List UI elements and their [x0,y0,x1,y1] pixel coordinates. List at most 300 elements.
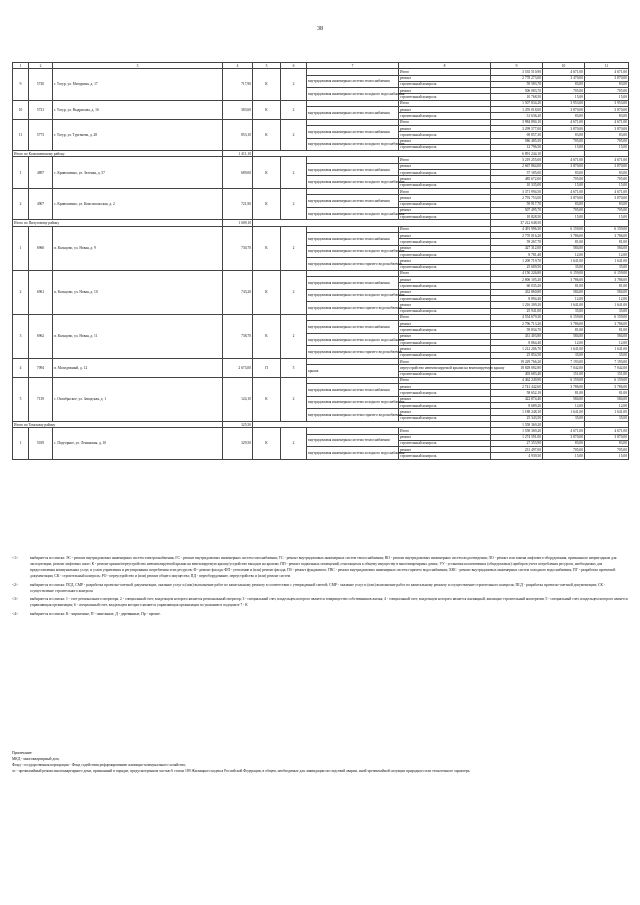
work-type: строительный контроль [399,352,491,358]
unit-cost-limit: 12,00 [585,403,629,409]
cost-total: 10 828,50 [491,214,543,220]
house-area: 383,60 [223,100,253,119]
unit-cost: 705,00 [543,447,585,453]
house-id: 5773 [29,119,53,150]
cost-total: 8 689,20 [491,403,543,409]
unit-cost-limit: 6 159,00 [585,314,629,320]
row-number: 1 [13,428,29,459]
cost-total: 59 583,70 [491,81,543,87]
cost-total: 4 150 226,80 [491,270,543,276]
district-total-sum: 6 891 244,10 [491,151,543,157]
unit-cost-limit: 35,00 [585,415,629,421]
house-area: 853,10 [223,119,253,150]
unit-cost: 15,00 [543,94,585,100]
work-type: строительный контроль [399,132,491,138]
cost-total: 2 778 273,00 [491,75,543,81]
district-total-label: Итого по Пичуговому району [13,220,223,226]
unit-cost: 15,00 [543,453,585,459]
work-type: ремонт [399,409,491,415]
engineering-system: внутридомовая инженерная система горячего водоснабжения [307,346,399,359]
district-total-sum: 1 558 369,20 [491,421,543,427]
unit-cost: 83,00 [543,201,585,207]
row-number: 10 [13,100,29,119]
unit-cost-limit: 81,00 [585,283,629,289]
unit-cost: 12,00 [543,403,585,409]
work-type: Итого [399,428,491,434]
engineering-system: внутридомовая инженерная система холодного водоснабжения [307,447,399,460]
cost-total: 231 497,00 [491,447,543,453]
unit-cost: 83,00 [543,440,585,446]
wall-material: К [253,428,281,459]
unit-cost: 35,00 [543,264,585,270]
house-area: 124,10 [223,377,253,421]
house-address: п. Кольцово, ул. Новая, д. 11 [53,314,223,358]
footnote [12,556,628,580]
cost-total: 4 939,50 [491,453,543,459]
cost-total: 25 941,00 [491,308,543,314]
unit-cost-limit: 4 671,00 [585,428,629,434]
work-type: строительный контроль [399,144,491,150]
unit-cost-limit: 35,00 [585,352,629,358]
unit-cost-limit: 3 953,00 [585,100,629,106]
work-type: переустройство невентилируемой крыши на вентилируемую крышу [400,365,505,370]
unit-cost: 3 786,00 [543,233,585,239]
unit-cost: 83,00 [543,132,585,138]
unit-cost: 6 159,00 [543,377,585,383]
repair-register-table [12,62,629,460]
work-type: Итого [399,314,491,320]
unit-cost-limit: 6 159,00 [585,270,629,276]
engineering-system: внутридомовая инженерная система теплоснабжения [307,233,399,246]
work-type: Итого [399,226,491,232]
footnote-marker: <3> [12,597,19,602]
cost-total: 3 535 510,90 [491,69,543,75]
engineering-system: внутридомовая инженерная система холодного водоснабжения [307,245,399,258]
wall-material: К [253,69,281,100]
unit-cost: 81,00 [543,239,585,245]
unit-cost: 1 641,00 [543,346,585,352]
house-area: 730,70 [223,226,253,270]
column-number-header: 3 [53,63,223,69]
unit-cost-limit: 4 671,00 [585,119,629,125]
unit-cost-limit: 12,00 [585,251,629,257]
cost-total: 25 609,50 [491,264,543,270]
house-id: 6960 [29,226,53,270]
unit-cost: 3 953,00 [543,100,585,106]
unit-cost-limit: 83,00 [585,201,629,207]
work-type: Итого [399,270,491,276]
row-number: 2 [13,270,29,314]
work-type: строительный контроль [399,113,491,119]
unit-cost-limit: 15,00 [585,453,629,459]
unit-cost: 7 193,00 [543,358,585,364]
engineering-system: внутридомовая инженерная система холодного водоснабжения [307,289,399,302]
unit-cost: 3 870,00 [543,434,585,440]
cost-total: 506 083,70 [491,88,543,94]
floor-count: 2 [281,270,307,314]
unit-cost: 584,00 [543,333,585,339]
cost-total: 1 212 206,70 [491,346,543,352]
work-type: строительный контроль [399,239,491,245]
wall-material: К [253,100,281,119]
work-type: ремонт [399,125,491,131]
cost-total: 3 371 994,50 [491,188,543,194]
engineering-system: внутридомовая инженерная система холодного водоснабжения [307,207,399,220]
column-number-header: 8 [399,63,491,69]
work-type: ремонт [399,195,491,201]
work-type: строительный контроль [399,390,491,396]
work-type: строительный контроль [399,214,491,220]
engineering-system: внутридомовая инженерная система холодного водоснабжения [307,176,399,189]
floor-count: 2 [281,377,307,421]
house-id: 6962 [29,314,53,358]
floor-count: 2 [281,69,307,100]
unit-cost: 12,00 [543,295,585,301]
unit-cost-limit: 83,00 [585,132,629,138]
unit-cost: 12,00 [543,251,585,257]
unit-cost-limit: 81,00 [585,390,629,396]
unit-cost-limit: 584,00 [585,289,629,295]
house-area: 743,20 [223,270,253,314]
unit-cost: 4 671,00 [543,69,585,75]
row-number: 11 [13,119,29,150]
wall-material: К [253,188,281,219]
cost-total: 2 793 753,00 [491,195,543,201]
work-type: ремонт [399,107,491,113]
unit-cost-limit: 6 159,00 [585,226,629,232]
abbr-line: МКД - многоквартирный дом; [12,757,60,761]
unit-cost: 4 671,00 [543,428,585,434]
floor-count: 2 [281,100,307,119]
work-type: строительный контроль [399,264,491,270]
work-type: строительный контроль [399,371,491,377]
house-area: 738,70 [223,314,253,358]
work-type: строительный контроль [399,295,491,301]
row-number: 9 [13,69,29,100]
work-type: строительный контроль [399,201,491,207]
house-area: 2 673,00 [223,358,253,377]
unit-cost-limit: 15,00 [585,94,629,100]
engineering-system: внутридомовая инженерная система теплоснабжения [307,195,399,208]
cost-total: 485 672,00 [491,176,543,182]
cost-total: 58 652,10 [491,390,543,396]
footnote-text: выбирается из списка: К - кирпичные, П - панельные, Д - деревянные, Пр - прочие. [30,612,161,617]
unit-cost-limit: 35,00 [585,264,629,270]
unit-cost-limit: 3 870,00 [585,75,629,81]
cost-total: 19 229 766,20 [491,358,543,364]
cost-total: 2 796 713,20 [491,321,543,327]
wall-material: К [253,119,281,150]
work-type: строительный контроль [399,283,491,289]
house-address: г. Тогур, ул. Мичурина, д. 17 [53,69,223,100]
engineering-system: внутридомовая инженерная система холодного водоснабжения [307,88,399,101]
cost-total: 2 741 442,60 [491,384,543,390]
unit-cost-limit: 584,00 [585,245,629,251]
house-id: 7094 [29,358,53,377]
engineering-system: внутридомовая инженерная система холодного водоснабжения [307,396,399,409]
row-number: 2 [13,188,29,219]
unit-cost-limit: 705,00 [585,207,629,213]
cost-total: 2 667 864,00 [491,163,543,169]
row-number: 1 [13,226,29,270]
cost-total: 12 796,50 [491,144,543,150]
work-type: ремонт [399,207,491,213]
cost-total: 60 035,20 [491,283,543,289]
unit-cost-limit: 705,00 [585,176,629,182]
work-type: ремонт [399,302,491,308]
unit-cost-limit: 83,00 [585,81,629,87]
unit-cost: 7 042,00 [543,365,585,371]
work-type: строительный контроль [399,403,491,409]
unit-cost-limit: 151,00 [585,371,629,377]
unit-cost-limit: 12,00 [585,340,629,346]
unit-cost-limit: 3 870,00 [585,163,629,169]
unit-cost-limit: 4 671,00 [585,188,629,194]
wall-material: К [253,377,281,421]
house-id: 6961 [29,270,53,314]
column-number-header: 9 [491,63,543,69]
work-type: строительный контроль [399,308,491,314]
unit-cost-limit: 3 786,00 [585,233,629,239]
unit-cost: 15,00 [543,214,585,220]
unit-cost: 3 470,00 [543,75,585,81]
footnote [12,597,628,609]
unit-cost: 81,00 [543,390,585,396]
unit-cost-limit: 83,00 [585,113,629,119]
cost-total: 25 343,50 [491,415,543,421]
unit-cost: 83,00 [543,170,585,176]
column-number-header: 11 [585,63,629,69]
work-type: строительный контроль [399,170,491,176]
unit-cost-limit: 81,00 [585,327,629,333]
work-type: Итого [399,100,491,106]
unit-cost-limit: 83,00 [585,170,629,176]
unit-cost-limit: 1 641,00 [585,409,629,415]
house-id: 5721 [29,100,53,119]
column-number-header: 2 [29,63,53,69]
cost-total: 2 806 105,20 [491,277,543,283]
cost-total: 31 636,20 [491,113,543,119]
column-number-header: 5 [253,63,281,69]
unit-cost: 6 159,00 [543,270,585,276]
work-type: ремонт [399,163,491,169]
cost-total: 8 781,40 [491,251,543,257]
work-type: строительный контроль [399,327,491,333]
work-type: ремонт [399,321,491,327]
work-type: ремонт [399,434,491,440]
unit-cost-limit: 7 193,00 [585,358,629,364]
work-type: ремонт [399,333,491,339]
house-address: с. Подгорное, ул. Ленинская, д. 10 [53,428,223,459]
floor-count: 2 [281,119,307,150]
footnote-text: выбирается из списка: ЭС - ремонт внутридомовых инженерных систем электроснабжения; ГС - ремонт внутридомовых инженерных систем газоснабжения; ТС - ремонт внутридомовых инженерных систем теплоснабжения; ВО - ремонт внутридомовых инженерных систем водоотведения; ЛО - ремонт или замена лифтового оборудования, признанного непригодным для эксплуатации, ремонт лифтовых шахт; К - ремонт крыши/переустройство невентилируемой крыши на вентилируемую крышу/устройство выходов на кровлю; ПП - ремонт подвальных помещений, относящихся к общему имуществу в многоквартирных домах; УУ - установка коллективных (общедомовых) приборов учета потребления ресурсов, необходимых для предоставления коммунальных услуг, и узлов управления и регулирования потребления этих ресурсов; Ф - ремонт фасада; ФП - утепление и (или) ремонт фасада; ПЗ - ремонт фундамента; ГВС - ремонт внутридомовых инженерных систем горячего водоснабжения; ХВС - ремонт внутридомовых инженерных систем холодного водоснабжения; ПГ - разработка проектной документации; СК - строительный контроль; РО - переустройство и (или) ремонт общего имущества; ПД - переоборудование, переустройство и (или) ремонт систем [30,556,617,578]
row-number: 4 [13,358,29,377]
unit-cost: 3 870,00 [543,195,585,201]
floor-count: 2 [281,188,307,219]
unit-cost: 4 671,00 [543,188,585,194]
cost-total: 27 353,90 [491,440,543,446]
work-type: строительный контроль [399,81,491,87]
engineering-system: внутридомовая инженерная система теплоснабжения [307,107,399,120]
cost-total: 422 874,40 [491,396,543,402]
footnote-marker: <1> [12,556,19,560]
unit-cost-limit: 6 159,00 [585,377,629,383]
unit-cost: 584,00 [543,245,585,251]
engineering-system: внутридомовая инженерная система теплоснабжения [307,384,399,397]
footnote-text: выбирается из списка: ПСД, СМР - разработка проектно-сметной документации, оказание услуг и (или) выполнение работ по капитальному ремонту в соответствии с утвержденной сметой; СМР - оказание услуг и (или) выполнение работ по капитальному ремонту и осуществление строительного контроля; ПСД - разработка проектно-сметной документации; СК - осуществление строительного контроля [30,582,606,593]
work-type: строительный контроль [399,415,491,421]
engineering-system: внутридомовая инженерная система теплоснабжения [307,75,399,88]
work-type: ремонт [399,277,491,283]
unit-cost: 3 870,00 [543,163,585,169]
footnote [12,583,628,595]
work-type: Итого [399,188,491,194]
unit-cost-limit: 81,00 [585,239,629,245]
abbr-line: чс - чрезвычайный режим многоквартирного дома, признанный в порядке, предусмотренном частью 6 статьи 189 Жилищного кодекса Российской Федерации, в общем, необходимые для ликвидации последствий аварии, иной чрезвычайной ситуации природного или техногенного характера. [12,769,471,773]
cost-total: 403 683,40 [491,371,543,377]
cost-total: 427 312,00 [491,245,543,251]
work-type: ремонт [399,346,491,352]
house-address: с. Кривошеино, ул. Зеленая, д. 57 [53,157,223,188]
cost-total: 3 984 894,10 [491,119,543,125]
work-type: Итого [399,69,491,75]
district-total-area: 325,50 [223,421,253,427]
unit-cost: 81,00 [543,283,585,289]
note-title: Примечание: [12,751,33,755]
house-id: 7139 [29,377,53,421]
unit-cost: 3 786,00 [543,321,585,327]
unit-cost-limit: 15,00 [585,182,629,188]
work-type: ремонт [399,88,491,94]
work-type: ремонт [399,396,491,402]
wall-material: К [253,226,281,270]
floor-count: 2 [281,226,307,270]
unit-cost-limit: 7 042,00 [585,365,629,371]
work-type: ремонт [399,138,491,144]
unit-cost-limit: 584,00 [585,333,629,339]
unit-cost-limit: 584,00 [585,396,629,402]
engineering-system: крыша [307,365,399,378]
unit-cost: 705,00 [543,207,585,213]
unit-cost: 705,00 [543,138,585,144]
footnotes [12,556,628,621]
house-id: 5019 [29,428,53,459]
floor-count: 2 [281,314,307,358]
house-address: г. Тогур, ул. Выдрихова, д. 16 [53,100,223,119]
cost-total: 4 462 249,90 [491,377,543,383]
work-type: ремонт [399,245,491,251]
house-address: с. Кривошеино, ул. Комсомольская, д. 2 [53,188,223,219]
cost-total: 69 857,30 [491,132,543,138]
unit-cost: 4 671,00 [543,157,585,163]
unit-cost-limit: 1 641,00 [585,346,629,352]
work-type: ремонт [399,233,491,239]
unit-cost-limit: 1 641,00 [585,258,629,264]
house-id: 4897 [29,157,53,188]
wall-material: П [253,358,281,377]
wall-material: К [253,270,281,314]
unit-cost: 3 786,00 [543,277,585,283]
cost-total: 1 274 591,00 [491,434,543,440]
unit-cost: 6 159,00 [543,226,585,232]
column-number-header: 6 [281,63,307,69]
floor-count: 2 [281,157,307,188]
unit-cost-limit: 3 870,00 [585,107,629,113]
cost-total: 59 917,70 [491,201,543,207]
cost-total: 1 476 018,00 [491,107,543,113]
cost-total: 1 216 309,20 [491,302,543,308]
work-type: строительный контроль [399,251,491,257]
work-type: Итого [399,157,491,163]
unit-cost: 151,00 [543,371,585,377]
unit-cost: 3 870,00 [543,107,585,113]
unit-cost: 81,00 [543,327,585,333]
row-number: 5 [13,377,29,421]
work-type: ремонт [399,384,491,390]
floor-count: 2 [281,428,307,459]
unit-cost-limit: 83,00 [585,440,629,446]
unit-cost: 584,00 [543,289,585,295]
row-number: 1 [13,157,29,188]
cost-total: 10 335,00 [491,182,543,188]
work-type: строительный контроль [399,340,491,346]
house-address: с. Октябрьское, ул. Заводская, д. 1 [53,377,223,421]
work-type: Итого [399,119,491,125]
unit-cost: 3 870,00 [543,125,585,131]
unit-cost: 1 641,00 [543,409,585,415]
unit-cost: 4 671,00 [543,119,585,125]
work-type: строительный контроль [399,440,491,446]
house-address: п. Молодежный, д. 12 [53,358,223,377]
footnote [12,612,628,618]
cost-total: 59 834,70 [491,327,543,333]
footnote-marker: <2> [12,582,19,587]
work-type: Итого [399,358,491,364]
cost-total: 432 860,80 [491,289,543,295]
engineering-system: внутридомовая инженерная система теплоснабжения [307,434,399,447]
unit-cost-limit: 4 671,00 [585,69,629,75]
cost-total: 1 188 248,10 [491,409,543,415]
unit-cost: 1 641,00 [543,258,585,264]
house-id: 5720 [29,69,53,100]
unit-cost: 35,00 [543,308,585,314]
abbreviations-note [12,750,628,774]
engineering-system: внутридомовая инженерная система холодного водоснабжения [307,138,399,151]
house-id: 4907 [29,188,53,219]
work-type: ремонт [399,447,491,453]
page-number: 38 [317,26,323,32]
column-number-header: 10 [543,63,585,69]
wall-material: К [253,157,281,188]
district-total-area: 1 609,10 [223,220,253,226]
work-type: строительный контроль [399,182,491,188]
house-area: 689,00 [223,157,253,188]
cost-total: 2 770 016,20 [491,233,543,239]
cost-total: 10 768,50 [491,94,543,100]
cost-total: 586 485,50 [491,138,543,144]
unit-cost: 6 159,00 [543,314,585,320]
house-address: г. Тогур, ул. Тургенева, д. 28 [53,119,223,150]
unit-cost-limit: 3 870,00 [585,434,629,440]
unit-cost-limit: 3 870,00 [585,195,629,201]
column-number-header: 1 [13,63,29,69]
unit-cost-limit: 12,00 [585,295,629,301]
district-total-sum: 37 212 048,50 [491,220,543,226]
unit-cost: 3 786,00 [543,384,585,390]
house-address: п. Кольцово, ул. Новая, д. 9 [53,226,223,270]
cost-total: 507 495,70 [491,207,543,213]
unit-cost-limit: 3 786,00 [585,384,629,390]
